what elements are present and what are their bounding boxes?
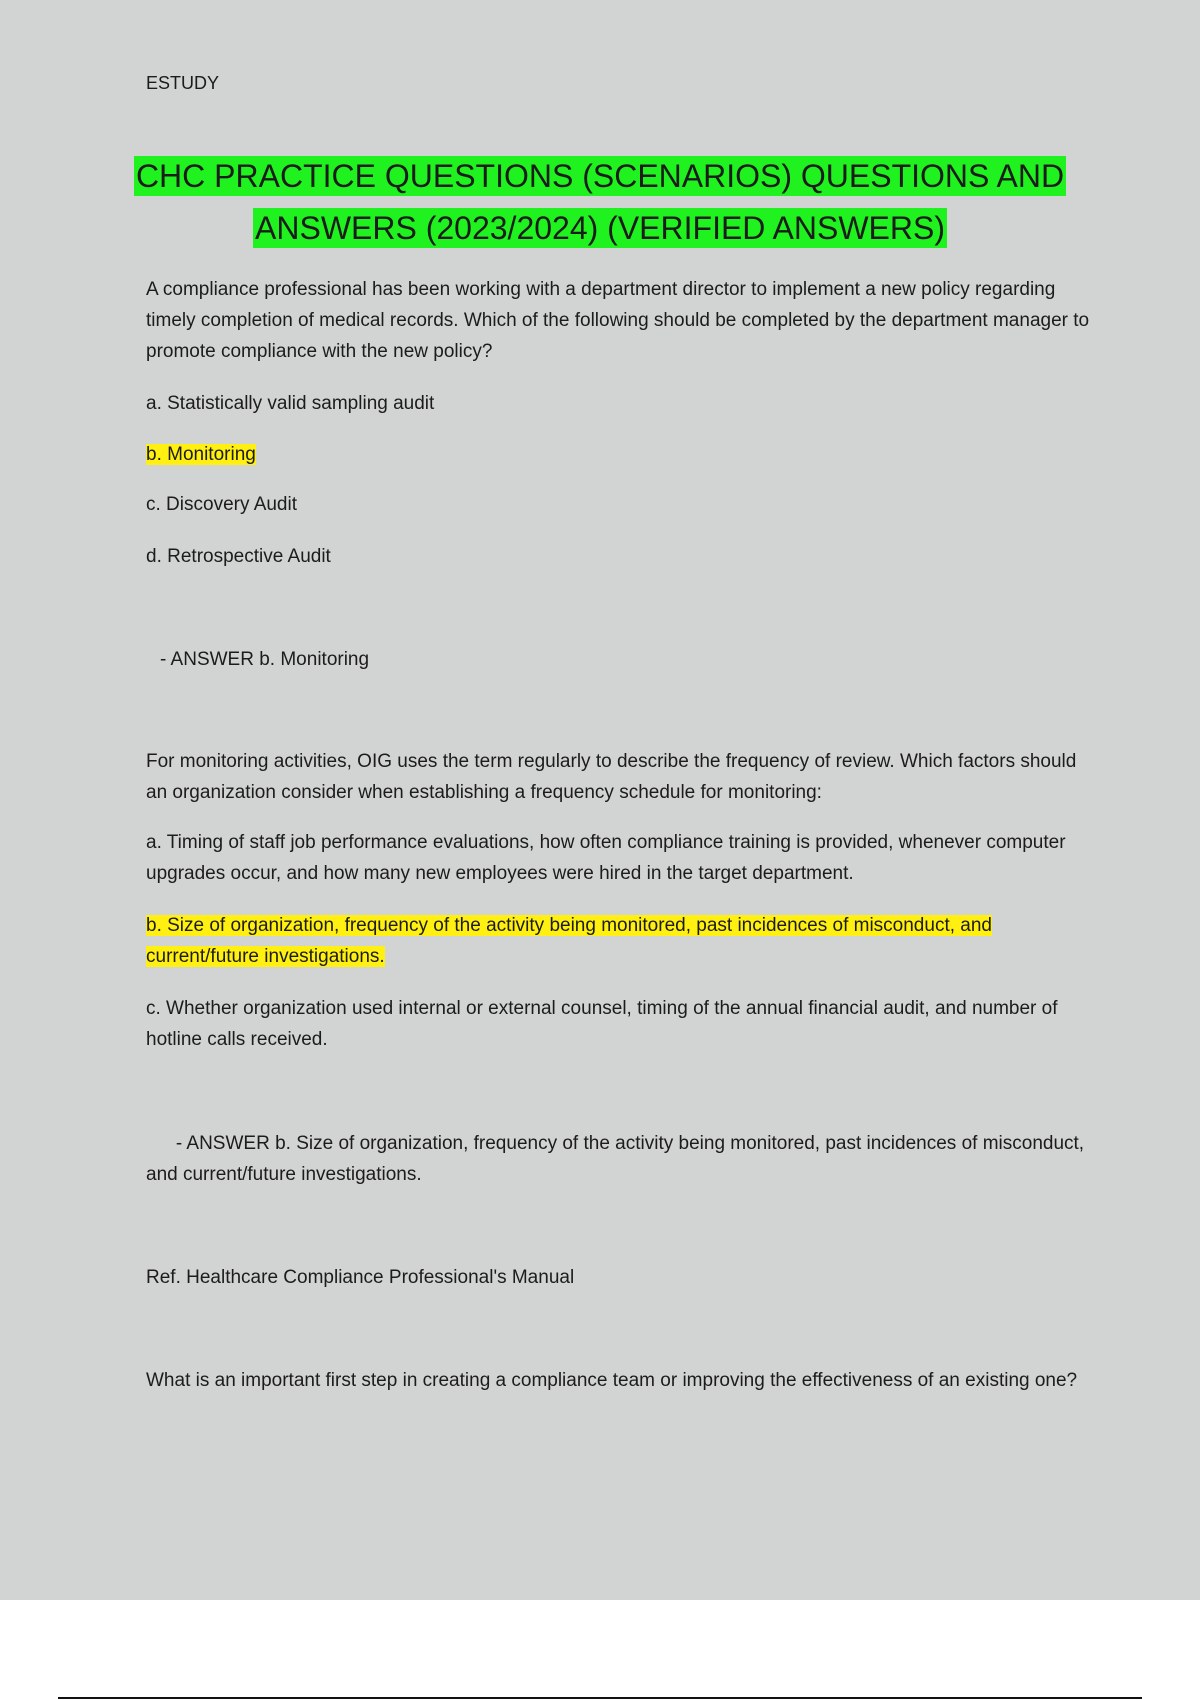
question-2-option-b [146, 910, 1096, 972]
footer-divider [58, 1697, 1142, 1699]
question-1-text: A compliance professional has been working with a department director to implement a new policy regarding timely completion of medical records. Which of the following should be completed by the department manager to promote compliance with the new policy? [146, 279, 1090, 362]
question-2-option-a: a. Timing of staff job performance evaluations, how often compliance training is provided, whenever computer upgrades occur, and how many new employees were hired in the target department. [146, 832, 1066, 884]
question-1-option-c: c. Discovery Audit [146, 494, 297, 515]
correct-option-highlight: b. Size of organization, frequency of the activity being monitored, past incidences of misconduct, and current/future investigations. [146, 915, 992, 967]
question-2-answer [146, 1128, 1096, 1190]
document-title [60, 150, 1140, 254]
title-line-2: ANSWERS (2023/2024) (VERIFIED ANSWERS) [255, 210, 945, 246]
title-line-1: CHC PRACTICE QUESTIONS (SCENARIOS) QUESTIONS AND [135, 158, 1065, 194]
question-1-option-b [146, 439, 1096, 470]
question-2-option-c: c. Whether organization used internal or external counsel, timing of the annual financial audit, and number of hotline calls received. [146, 998, 1058, 1050]
question-2-text: For monitoring activities, OIG uses the term regularly to describe the frequency of review. Which factors should an organization consider when establishing a frequency schedule for monitoring: [146, 751, 1077, 803]
document-header: ESTUDY [146, 73, 220, 93]
reference-line: Ref. Healthcare Compliance Professional's Manual [146, 1267, 575, 1288]
correct-option-highlight: b. Monitoring [146, 444, 256, 465]
question-3-text: What is an important first step in creating a compliance team or improving the effectiveness of an existing one? [146, 1370, 1078, 1391]
question-1-answer: - ANSWER b. Monitoring [160, 649, 370, 670]
question-2-answer-text: - ANSWER b. Size of organization, frequency of the activity being monitored, past incidences of misconduct, and current/future investigations. [146, 1133, 1085, 1185]
question-1-option-d: d. Retrospective Audit [146, 546, 331, 567]
question-1-option-a: a. Statistically valid sampling audit [146, 393, 435, 414]
